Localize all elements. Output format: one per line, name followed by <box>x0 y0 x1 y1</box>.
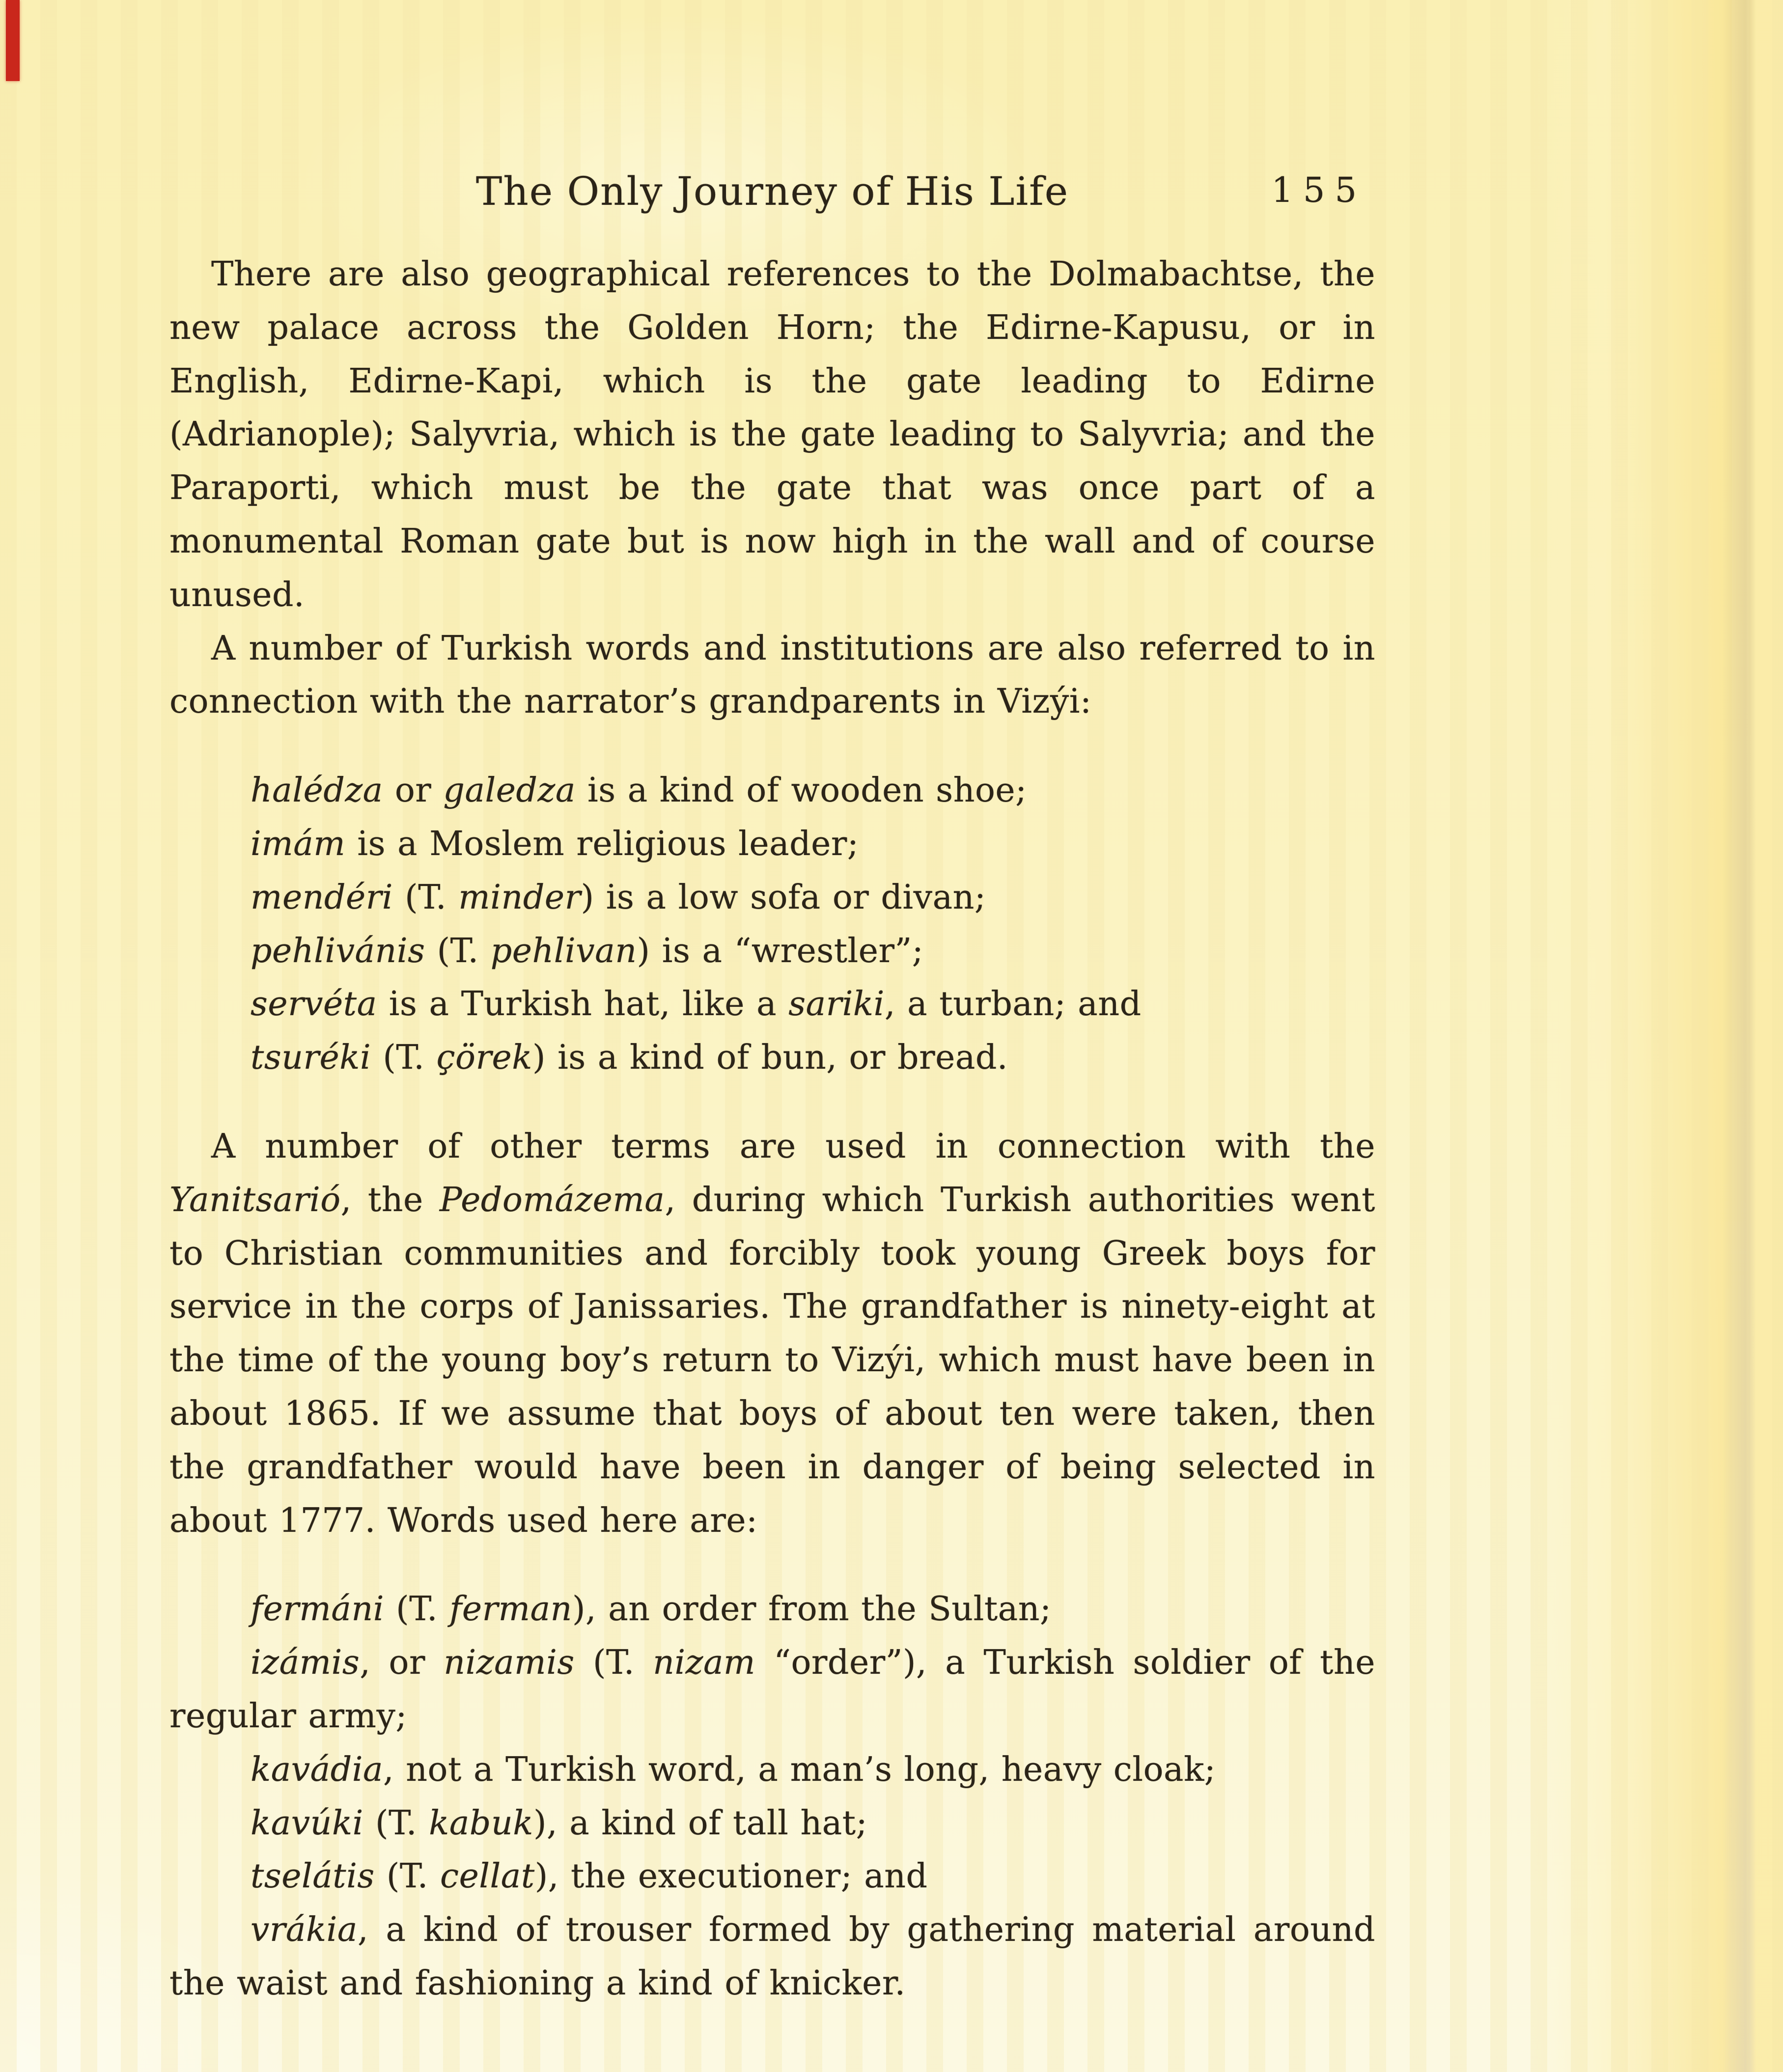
text-run: “order”), a Turkish soldier of the regular army; <box>169 1643 1375 1736</box>
glossary-item <box>169 1904 1375 2011</box>
text-run: , during which Turkish authorities went to Christian communities and forcibly took young Greek boys for service in the corps of Janissaries. The grandfather is ninety-eight at the time of the young boy’s return to Vizýi, which must have been in about 1865. If we assume that boys of about ten were taken, then the grandfather would have been in danger of being selected in about 1777. Words used here are: <box>169 1180 1375 1540</box>
text-run: There are also geographical references to the Dolmabachtse, the new palace across the Golden Horn; the Edirne-Kapusu, or in English, Edirne-Kapi, which is the gate leading to Edirne (Adrianople); Salyvria, which is the gate leading to Salyvria; and the Paraporti, which must be the gate that was once part of a monumental Roman gate but is now high in the wall and of course unused. <box>169 255 1375 614</box>
text-run: ), a kind of tall hat; <box>533 1803 868 1843</box>
italic-term: nizamis <box>444 1643 575 1683</box>
text-run: A number of other terms are used in connection with the <box>211 1127 1375 1166</box>
italic-term: çörek <box>436 1038 532 1077</box>
italic-term: Pedomázema <box>439 1180 665 1219</box>
text-run: (T. <box>425 931 491 970</box>
glossary-item <box>169 818 1375 871</box>
glossary-item <box>169 871 1375 925</box>
page-number: 155 <box>1271 170 1366 210</box>
italic-term: servéta <box>251 985 377 1024</box>
text-run: , or <box>360 1643 444 1683</box>
glossary-item <box>169 925 1375 978</box>
text-run: is a Turkish hat, like a <box>377 985 789 1024</box>
text-run: is a kind of wooden shoe; <box>575 771 1027 810</box>
italic-term: kavádia <box>251 1750 384 1789</box>
text-run: ) is a low sofa or divan; <box>581 878 986 917</box>
italic-term: kabuk <box>429 1803 533 1843</box>
glossary-item <box>169 764 1375 818</box>
text-run: , the <box>340 1180 440 1219</box>
glossary-item <box>169 1797 1375 1851</box>
italic-term: fermáni <box>251 1590 384 1629</box>
text-run: ) is a kind of bun, or bread. <box>532 1038 1008 1077</box>
text-run: , a kind of trouser formed by gathering material around the waist and fashioning a kind of knicker. <box>169 1910 1375 2003</box>
italic-term: tsuréki <box>251 1038 371 1077</box>
italic-term: tselátis <box>251 1857 375 1896</box>
running-title: The Only Journey of His Life <box>475 168 1069 214</box>
text-run: , not a Turkish word, a man’s long, heavy cloak; <box>383 1750 1216 1789</box>
italic-term: Yanitsarió <box>169 1180 341 1219</box>
text-run: , a turban; and <box>884 985 1142 1024</box>
italic-term: halédza <box>251 771 383 810</box>
paragraph <box>169 1120 1375 1547</box>
italic-term: kavúki <box>251 1803 363 1843</box>
text-run: (T. <box>393 878 459 917</box>
italic-term: minder <box>458 878 581 917</box>
text-run: or <box>383 771 444 810</box>
text-run: (T. <box>374 1857 440 1896</box>
italic-term: galedza <box>443 771 576 810</box>
text-run: (T. <box>574 1643 653 1683</box>
italic-term: izámis <box>251 1643 360 1683</box>
red-edge-mark <box>6 0 20 81</box>
italic-term: ferman <box>449 1590 572 1629</box>
text-run: (T. <box>371 1038 437 1077</box>
glossary-item <box>169 1850 1375 1904</box>
glossary-item <box>169 1583 1375 1636</box>
text-run: ) is a “wrestler”; <box>637 931 924 970</box>
italic-term: sariki <box>788 985 885 1024</box>
italic-term: imám <box>251 824 346 863</box>
text-run: ), an order from the Sultan; <box>572 1590 1052 1629</box>
paragraph <box>169 622 1375 729</box>
italic-term: nizam <box>653 1643 756 1683</box>
italic-term: pehlivánis <box>251 931 425 970</box>
glossary-item <box>169 1636 1375 1743</box>
text-run: ), the executioner; and <box>534 1857 928 1896</box>
text-run: (T. <box>384 1590 450 1629</box>
text-run: is a Moslem religious leader; <box>345 824 859 863</box>
text-run: A number of Turkish words and institutions are also referred to in connection with the narrator’s grandparents in Vizýi: <box>169 629 1375 721</box>
paragraph <box>169 248 1375 622</box>
italic-term: pehlivan <box>490 931 637 970</box>
text-run: (T. <box>363 1803 429 1843</box>
italic-term: cellat <box>440 1857 535 1896</box>
italic-term: vrákia <box>251 1910 358 1950</box>
italic-term: mendéri <box>251 878 393 917</box>
running-header <box>169 167 1375 221</box>
glossary-item <box>169 978 1375 1031</box>
page-body <box>169 248 1375 2011</box>
glossary-item <box>169 1031 1375 1085</box>
glossary-item <box>169 1743 1375 1797</box>
